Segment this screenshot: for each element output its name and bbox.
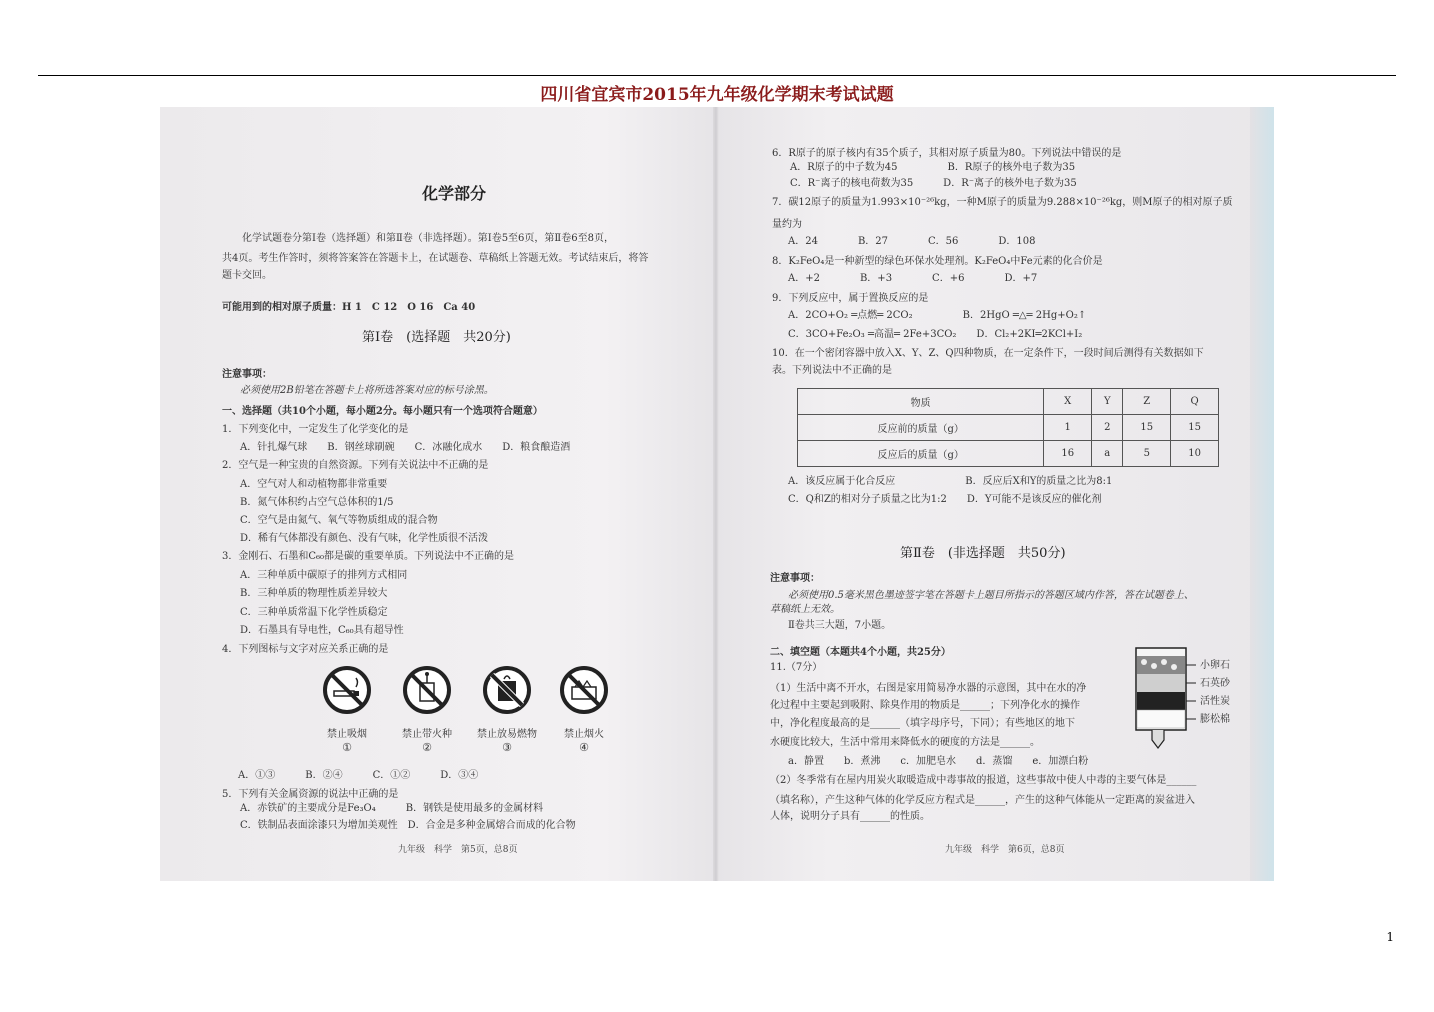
question-11: 11.（7分） [770, 662, 823, 673]
question-11-line: （2）冬季常有在屋内用炭火取暖造成中毒事故的报道，这些事故中使人中毒的主要气体是______ [770, 775, 1197, 786]
no-smoking-icon [322, 665, 372, 715]
notes-text: 必须使用2B铅笔在答题卡上将所选答案对应的标号涂黑。 [240, 385, 494, 396]
question-3-option-b: B．三种单质的物理性质差异较大 [240, 588, 388, 599]
sign-label: 禁止放易燃物 [477, 729, 537, 740]
table-cell: 15 [1123, 415, 1171, 441]
question-11-line: 化过程中主要起到吸附、除臭作用的物质是______；下列净化水的操作 [770, 700, 1080, 711]
intro-line: 题卡交回。 [222, 270, 272, 281]
question-11-line: （填名称），产生这种气体的化学反应方程式是______，产生的这种气体能从一定距离的炭盆进入 [770, 795, 1195, 806]
question-10-cont: 表。下列说法中不正确的是 [772, 365, 892, 376]
table-cell: 16 [1044, 441, 1092, 467]
sign-no-fire-source [402, 665, 452, 754]
sign-number: ④ [579, 741, 589, 754]
filter-label: 小卵石 [1200, 660, 1230, 671]
table-header-cell: Q [1171, 389, 1219, 415]
page-footer: 九年级 科学 第5页，总8页 [398, 845, 518, 855]
question-1: 1．下列变化中，一定发生了化学变化的是 [222, 424, 409, 435]
question-11-line: 中，净化程度最高的是______（填字母序号，下同）；有些地区的地下 [770, 718, 1075, 729]
question-2-option-c: C．空气是由氮气、氧气等物质组成的混合物 [240, 515, 438, 526]
no-flammables-icon [482, 665, 532, 715]
table-cell: 反应前的质量（g） [798, 415, 1044, 441]
no-fireworks-icon [559, 665, 609, 715]
sign-label: 禁止烟火 [564, 729, 604, 740]
question-9: 9．下列反应中，属于置换反应的是 [772, 293, 929, 304]
table-cell: 1 [1044, 415, 1092, 441]
intro-line: 化学试题卷分第Ⅰ卷（选择题）和第Ⅱ卷（非选择题）。第Ⅰ卷5至6页，第Ⅱ卷6至8页， [242, 233, 614, 244]
section-heading: 化学部分 [422, 184, 487, 203]
section-2-title: 第Ⅱ卷 (非选择题 共50分) [900, 546, 1066, 561]
sign-no-flammables [477, 665, 537, 754]
table-cell: 反应后的质量（g） [798, 441, 1044, 467]
intro-line: 共4页。考生作答时，须将答案答在答题卡上，在试题卷、草稿纸上答题无效。考试结束后，将答 [222, 253, 649, 264]
notes-text: 草稿纸上无效。 [770, 604, 840, 615]
table-cell: 10 [1171, 441, 1219, 467]
sign-number: ② [422, 741, 432, 754]
question-8-options: A．+2 B．+3 C．+6 D．+7 [788, 273, 1038, 284]
question-3-option-a: A．三种单质中碳原子的排列方式相同 [240, 570, 408, 581]
question-2-option-a: A．空气对人和动植物都非常重要 [240, 479, 388, 490]
table-header-row [798, 389, 1219, 415]
table-cell: 15 [1171, 415, 1219, 441]
question-9-options-cd: C．3CO+Fe₂O₃ ═高温═ 2Fe+3CO₂ D．Cl₂+2KI═2KCl+I₂ [788, 329, 1083, 340]
question-2-option-d: D．稀有气体都没有颜色、没有气味，化学性质很不活泼 [240, 533, 489, 544]
table-header-cell: X [1044, 389, 1092, 415]
document-title: 四川省宜宾市2015年九年级化学期末考试试题 [540, 85, 894, 105]
filter-label: 膨松棉 [1200, 714, 1230, 725]
table-cell: a [1092, 441, 1123, 467]
table-row [798, 415, 1219, 441]
notes-text: 必须使用0.5毫米黑色墨迹签字笔在答题卡上题目所指示的答题区域内作答，答在试题卷上、 [788, 590, 1194, 601]
sign-no-fireworks [559, 665, 609, 754]
question-7-cont: 量约为 [772, 219, 802, 230]
photo-edge [1250, 107, 1274, 881]
question-3-option-d: D．石墨具有导电性，C₆₀具有超导性 [240, 625, 404, 636]
atomic-mass-line: 可能用到的相对原子质量：H 1 C 12 O 16 Ca 40 [222, 302, 476, 313]
question-5-options-cd: C．铁制品表面涂漆只为增加美观性 D．合金是多种金属熔合而成的化合物 [240, 820, 576, 831]
question-10: 10．在一个密闭容器中放入X、Y、Z、Q四种物质，在一定条件下，一段时间后测得有关数据如下 [772, 348, 1204, 359]
table-header-cell: 物质 [798, 389, 1044, 415]
table-row [798, 441, 1219, 467]
question-2: 2．空气是一种宝贵的自然资源。下列有关说法中不正确的是 [222, 460, 489, 471]
table-cell: 2 [1092, 415, 1123, 441]
filter-label: 石英砂 [1200, 678, 1230, 689]
notes-label: 注意事项： [770, 573, 820, 584]
question-10-options-cd: C．Q和Z的相对分子质量之比为1:2 D．Y可能不是该反应的催化剂 [788, 494, 1102, 505]
question-6-options-ab: A．R原子的中子数为45 B．R原子的核外电子数为35 [790, 162, 1076, 173]
question-11-line: （1）生活中离不开水，右图是家用简易净水器的示意图，其中在水的净 [770, 683, 1087, 694]
table-header-cell: Y [1092, 389, 1123, 415]
filter-label: 活性炭 [1200, 696, 1230, 707]
exam-photo [160, 107, 1274, 881]
question-11-line: 人体，说明分子具有______的性质。 [770, 811, 930, 822]
page-footer: 九年级 科学 第6页，总8页 [945, 845, 1065, 855]
mass-data-table [797, 388, 1219, 467]
question-3-option-c: C．三种单质常温下化学性质稳定 [240, 607, 388, 618]
question-11-options: a．静置 b．煮沸 c．加肥皂水 d．蒸馏 e．加漂白粉 [788, 756, 1089, 767]
question-4: 4．下列图标与文字对应关系正确的是 [222, 644, 389, 655]
question-7: 7．碳12原子的质量为1.993×10⁻²⁶kg，一种M原子的质量为9.288×10⁻²⁶kg，则M原子的相对原子质 [772, 197, 1233, 208]
water-filter-icon [1132, 644, 1252, 764]
safety-signs [322, 665, 622, 765]
question-8: 8．K₂FeO₄是一种新型的绿色环保水处理剂。K₂FeO₄中Fe元素的化合价是 [772, 256, 1103, 267]
part-2-title: 二、填空题（本题共4个小题，共25分） [770, 647, 951, 658]
question-3: 3．金刚石、石墨和C₆₀都是碳的重要单质。下列说法中不正确的是 [222, 551, 515, 562]
question-4-options: A．①③ B．②④ C．①② D．③④ [238, 770, 479, 781]
table-header-cell: Z [1123, 389, 1171, 415]
notes-text: Ⅱ卷共三大题，7小题。 [788, 620, 892, 631]
sign-no-smoking [322, 665, 372, 754]
question-1-options: A．针扎爆气球 B．钢丝球刷碗 C．冰融化成水 D．粮食酿造酒 [240, 442, 571, 453]
sign-number: ① [342, 741, 352, 754]
question-5: 5．下列有关金属资源的说法中正确的是 [222, 789, 399, 800]
question-6: 6．R原子的原子核内有35个质子，其相对原子质量为80。下列说法中错误的是 [772, 148, 1122, 159]
question-6-options-cd: C．R⁻离子的核电荷数为35 D．R⁻离子的核外电子数为35 [790, 178, 1077, 189]
sign-label: 禁止带火种 [402, 729, 452, 740]
question-7-options: A．24 B．27 C．56 D．108 [788, 236, 1036, 247]
sign-label: 禁止吸烟 [327, 729, 367, 740]
no-matches-icon [402, 665, 452, 715]
part-1-title: 一、选择题（共10个小题，每小题2分。每小题只有一个选项符合题意） [222, 406, 543, 417]
page-number: 1 [1386, 930, 1394, 944]
header-rule [38, 75, 1396, 76]
question-11-line: 水硬度比较大，生活中常用来降低水的硬度的方法是______。 [770, 737, 1040, 748]
question-2-option-b: B．氮气体积约占空气总体积的1/5 [240, 497, 394, 508]
question-5-options-ab: A．赤铁矿的主要成分是Fe₃O₄ B．钢铁是使用最多的金属材料 [240, 803, 544, 814]
question-10-options-ab: A．该反应属于化合反应 B．反应后X和Y的质量之比为8:1 [788, 476, 1113, 487]
section-1-title: 第Ⅰ卷 (选择题 共20分) [362, 330, 511, 345]
notes-label: 注意事项： [222, 369, 272, 380]
sign-number: ③ [502, 741, 512, 754]
question-9-options-ab: A．2CO+O₂ ═点燃═ 2CO₂ B．2HgO ═△═ 2Hg+O₂↑ [788, 310, 1087, 321]
page-fold [713, 107, 719, 881]
water-filter-diagram [1132, 644, 1252, 764]
table-cell: 5 [1123, 441, 1171, 467]
